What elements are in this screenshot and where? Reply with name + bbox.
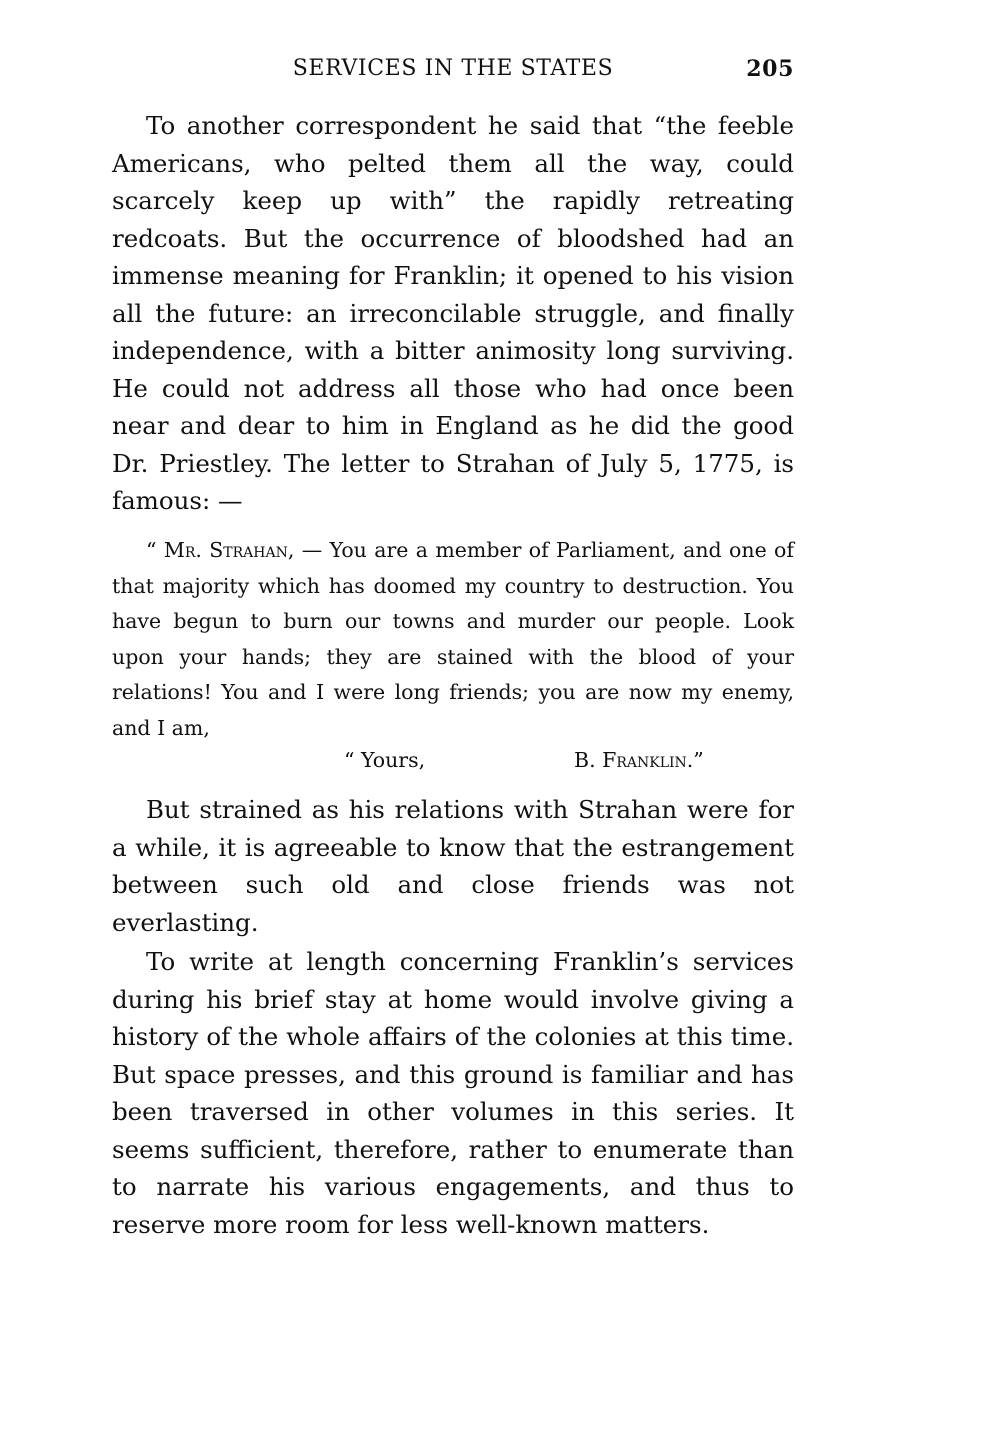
- letter-closing: “ Yours,: [344, 748, 426, 772]
- paragraph-3: [112, 943, 794, 1243]
- signature-initial: B.: [574, 748, 603, 772]
- paragraph-1-text: To another correspondent he said that “the feeble Americans, who pelted them all the way, could scarcely keep up with” the rapidly retreating redcoats. But the occurrence of bloodshed had an immense meaning for Franklin; it opened to his vision all the future: an irreconcilable struggle, and finally independence, with a bitter animosity long surviving. He could not address all those who had once been near and dear to him in England as he did the good Dr. Priestley. The letter to Strahan of July 5, 1775, is famous: —: [112, 111, 794, 515]
- letter-signature: [574, 743, 704, 779]
- paragraph-2: [112, 791, 794, 941]
- running-head: [112, 56, 794, 86]
- paragraph-2-text: But strained as his relations with Strahan were for a while, it is agreeable to know that the estrangement between such old and close friends was not everlasting.: [112, 795, 794, 937]
- page-number: 205: [746, 56, 794, 82]
- letter-salutation: Mr. Strahan,: [163, 538, 295, 562]
- signature-end: .”: [686, 748, 704, 772]
- signature-name: Franklin: [602, 748, 687, 772]
- letter-quote: [112, 533, 794, 746]
- running-head-title: SERVICES IN THE STATES: [292, 56, 614, 81]
- letter-body: — You are a member of Parliament, and one of that majority which has doomed my country to destruction. You have begun to burn our towns and murder our people. Look upon your hands; they are stained with the blood of your relations! You and I were long friends; you are now my enemy, and I am,: [112, 538, 794, 740]
- paragraph-1: [112, 107, 794, 520]
- letter-open-quote: “: [146, 538, 157, 562]
- paragraph-3-text: To write at length concerning Franklin’s services during his brief stay at home would involve giving a history of the whole affairs of the colonies at this time. But space presses, and this ground is familiar and has been traversed in other volumes in this series. It seems sufficient, therefore, rather to enumerate than to narrate his various engagements, and thus to reserve more room for less well-known matters.: [112, 947, 794, 1239]
